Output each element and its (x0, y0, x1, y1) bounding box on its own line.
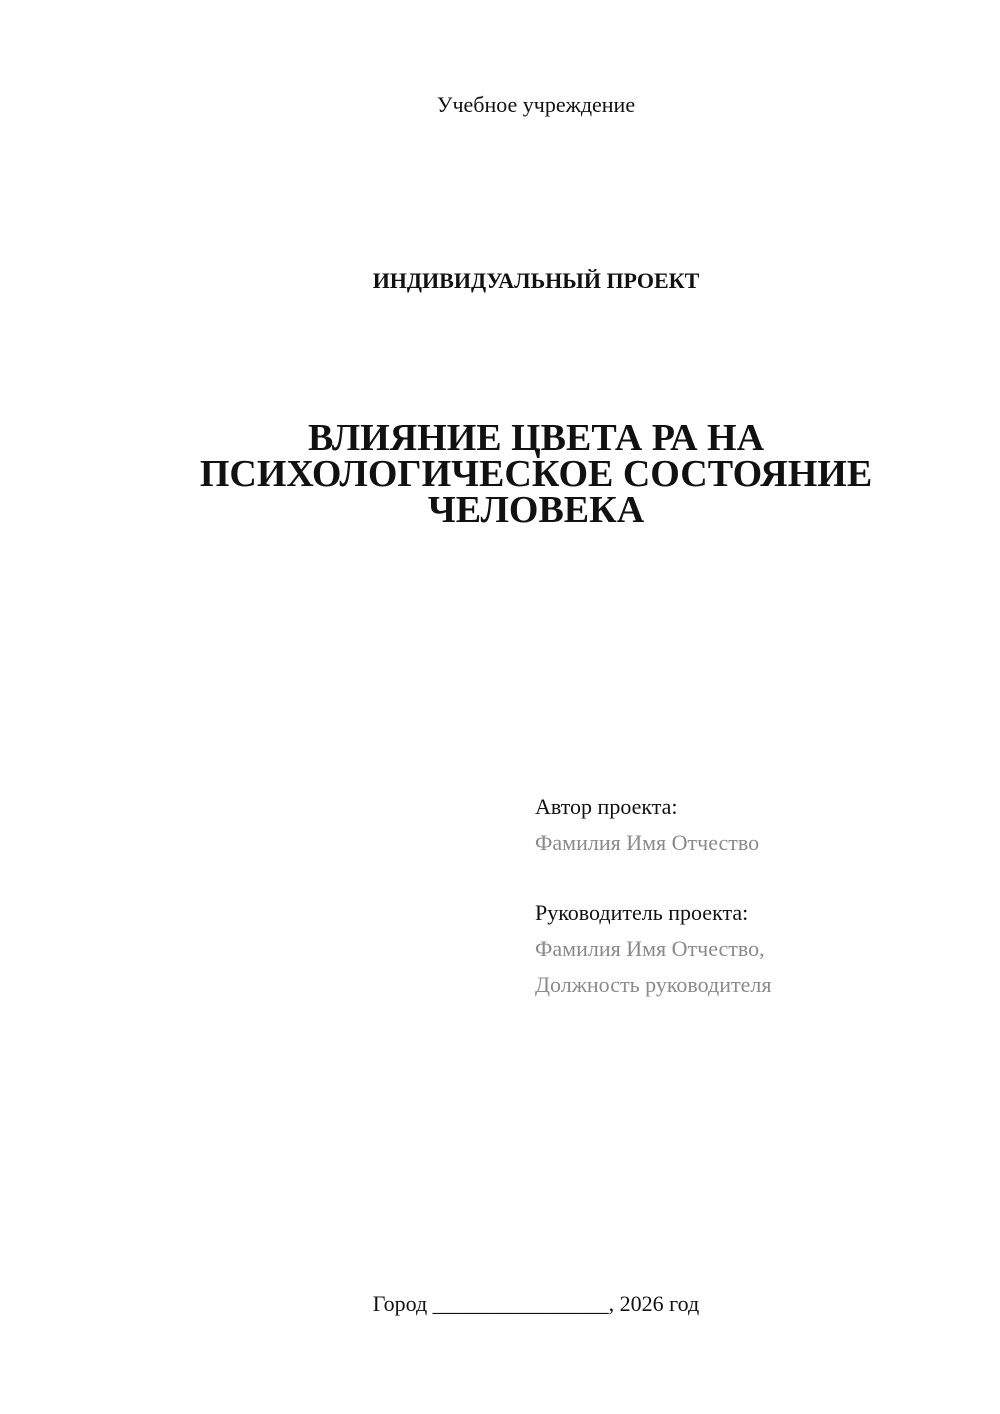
supervisor-label: Руководитель проекта: (535, 900, 749, 925)
institution-name: Учебное учреждение (436, 92, 636, 117)
project-title-line-2: ПСИХОЛОГИЧЕСКОЕ СОСТОЯНИЕ (199, 453, 873, 495)
credits-spacer (535, 861, 771, 895)
city-year-line: Город ________________, 2026 год (372, 1291, 700, 1316)
author-name: Фамилия Имя Отчество (535, 830, 760, 855)
document-type: ИНДИВИДУАЛЬНЫЙ ПРОЕКТ (372, 268, 700, 293)
supervisor-name: Фамилия Имя Отчество, (535, 936, 765, 961)
supervisor-position: Должность руководителя (535, 972, 772, 997)
project-title-line-1: ВЛИЯНИЕ ЦВЕТА РА НА (307, 417, 765, 459)
author-label: Автор проекта: (535, 794, 678, 819)
credits-block (535, 789, 771, 1003)
project-title-line-3: ЧЕЛОВЕКА (427, 489, 645, 531)
project-title (0, 417, 1000, 531)
